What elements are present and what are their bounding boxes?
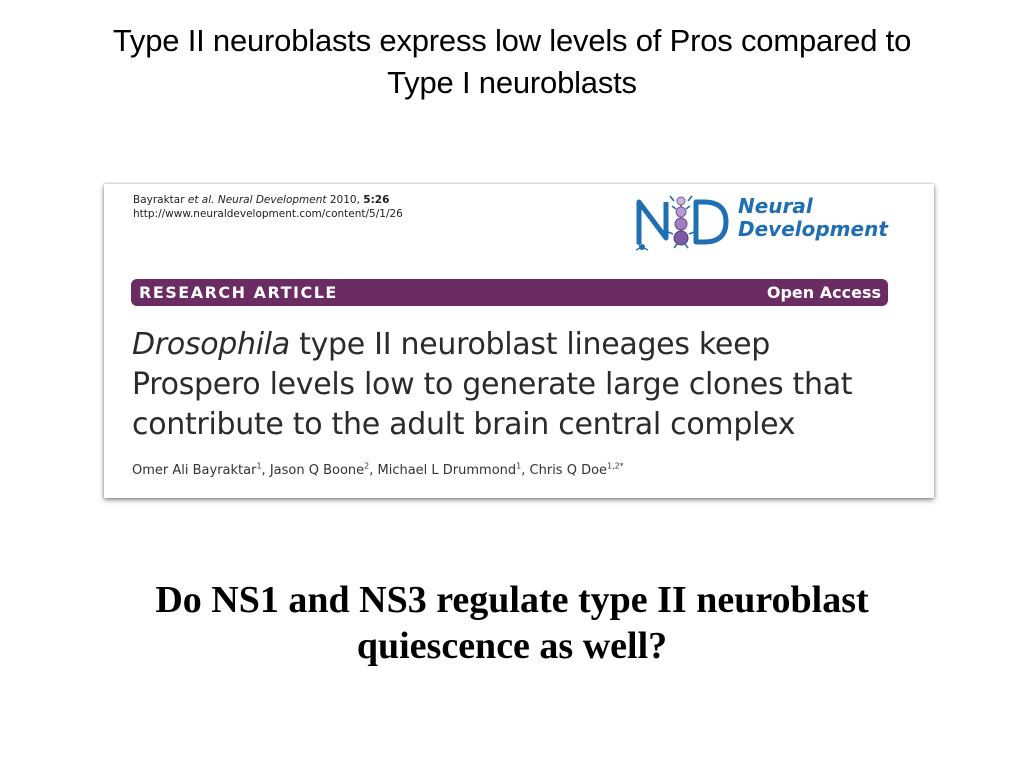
article-title-line-1-rest: type II neuroblast lineages keep xyxy=(289,327,770,362)
citation-line xyxy=(133,193,403,207)
article-header-image xyxy=(104,184,934,498)
slide-question xyxy=(0,577,1024,669)
author-name: Omer Ali Bayraktar xyxy=(132,463,257,478)
article-title-line-2: Prospero levels low to generate large clones that xyxy=(132,367,853,402)
article-title-species: Drosophila xyxy=(132,327,290,362)
author-affiliation: 1 xyxy=(256,461,262,471)
author-name: Michael L Drummond xyxy=(377,463,517,478)
citation-url: http://www.neuraldevelopment.com/content/5/1/26 xyxy=(133,208,403,220)
author-affiliation: 1,2* xyxy=(607,461,624,471)
journal-logo-line-2: Development xyxy=(738,217,888,241)
citation-journal: Neural Development xyxy=(217,194,327,206)
article-citation xyxy=(133,193,403,221)
slide-question-line-2: quiescence as well? xyxy=(356,625,668,667)
journal-logo-text xyxy=(738,195,888,241)
journal-logo xyxy=(634,192,894,252)
article-type-label: RESEARCH ARTICLE xyxy=(139,283,338,302)
citation-volume: 5:26 xyxy=(363,194,390,206)
slide-title-line-2: Type I neuroblasts xyxy=(387,65,637,100)
author-affiliation: 1 xyxy=(516,461,522,471)
author-name: Chris Q Doe xyxy=(529,463,608,478)
article-title-line-3: contribute to the adult brain central complex xyxy=(132,407,796,442)
citation-authors: Bayraktar xyxy=(133,194,188,206)
article-title xyxy=(132,325,922,445)
author-list xyxy=(132,462,624,480)
slide-title-line-1: Type II neuroblasts express low levels of Pros compared to xyxy=(112,23,912,58)
article-title-line-1 xyxy=(132,325,922,365)
author-separator: , xyxy=(369,463,378,478)
nd-logo-icon xyxy=(634,192,730,252)
open-access-label: Open Access xyxy=(766,283,881,302)
journal-logo-line-1: Neural xyxy=(738,194,813,218)
slide-question-line-1: Do NS1 and NS3 regulate type II neuroblast xyxy=(155,579,869,621)
slide-title xyxy=(0,20,1024,104)
author-separator: , xyxy=(521,463,530,478)
citation-year: 2010, xyxy=(329,194,360,206)
citation-et-al: et al. xyxy=(187,194,215,206)
author-affiliation: 2 xyxy=(364,461,370,471)
article-type-bar xyxy=(131,279,888,306)
author-separator: , xyxy=(261,463,270,478)
author-name: Jason Q Boone xyxy=(269,463,365,478)
